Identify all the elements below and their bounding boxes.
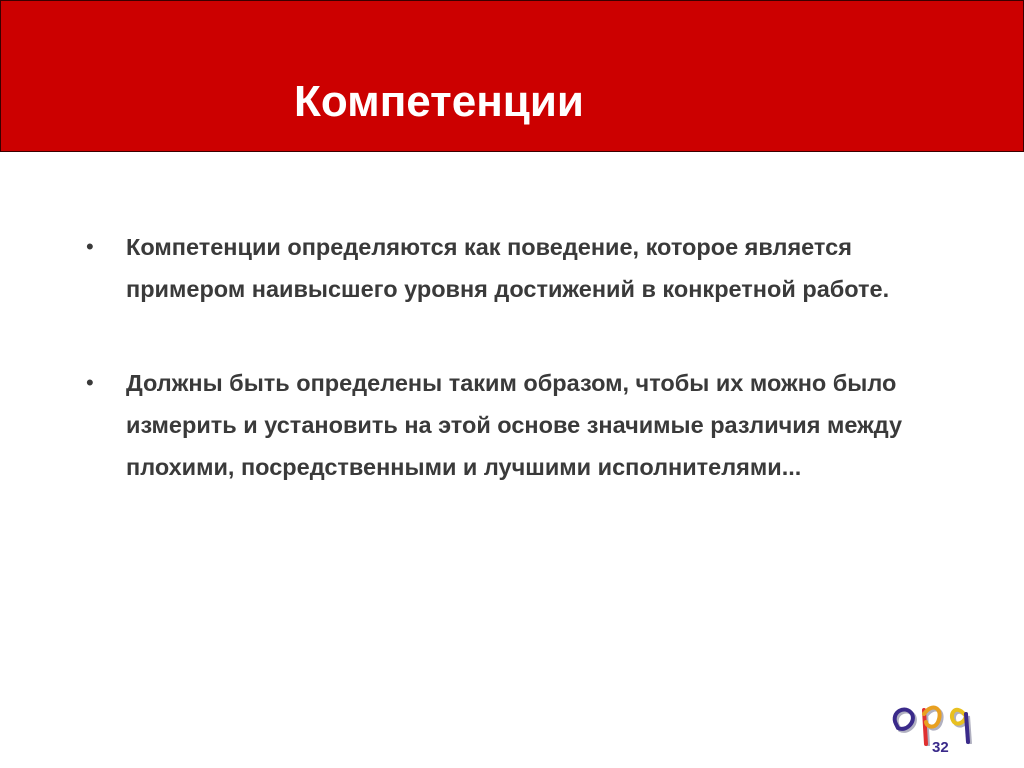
slide-title: Компетенции xyxy=(294,77,584,126)
bullet-list xyxy=(86,226,946,488)
bullet-marker: • xyxy=(86,234,94,259)
bullet-item xyxy=(86,362,946,488)
bullet-marker: • xyxy=(86,370,94,395)
bullet-item xyxy=(86,226,946,310)
orgd-logo xyxy=(886,690,986,754)
bullet-text: Должны быть определены таким образом, чтобы их можно было измерить и установить на этой основе значимые различия между плохими, посредственными и лучшими исполнителями... xyxy=(126,370,903,480)
logo-number: 32 xyxy=(932,739,949,754)
bullet-text: Компетенции определяются как поведение, которое является примером наивысшего уровня достижений в конкретной работе. xyxy=(126,234,890,302)
